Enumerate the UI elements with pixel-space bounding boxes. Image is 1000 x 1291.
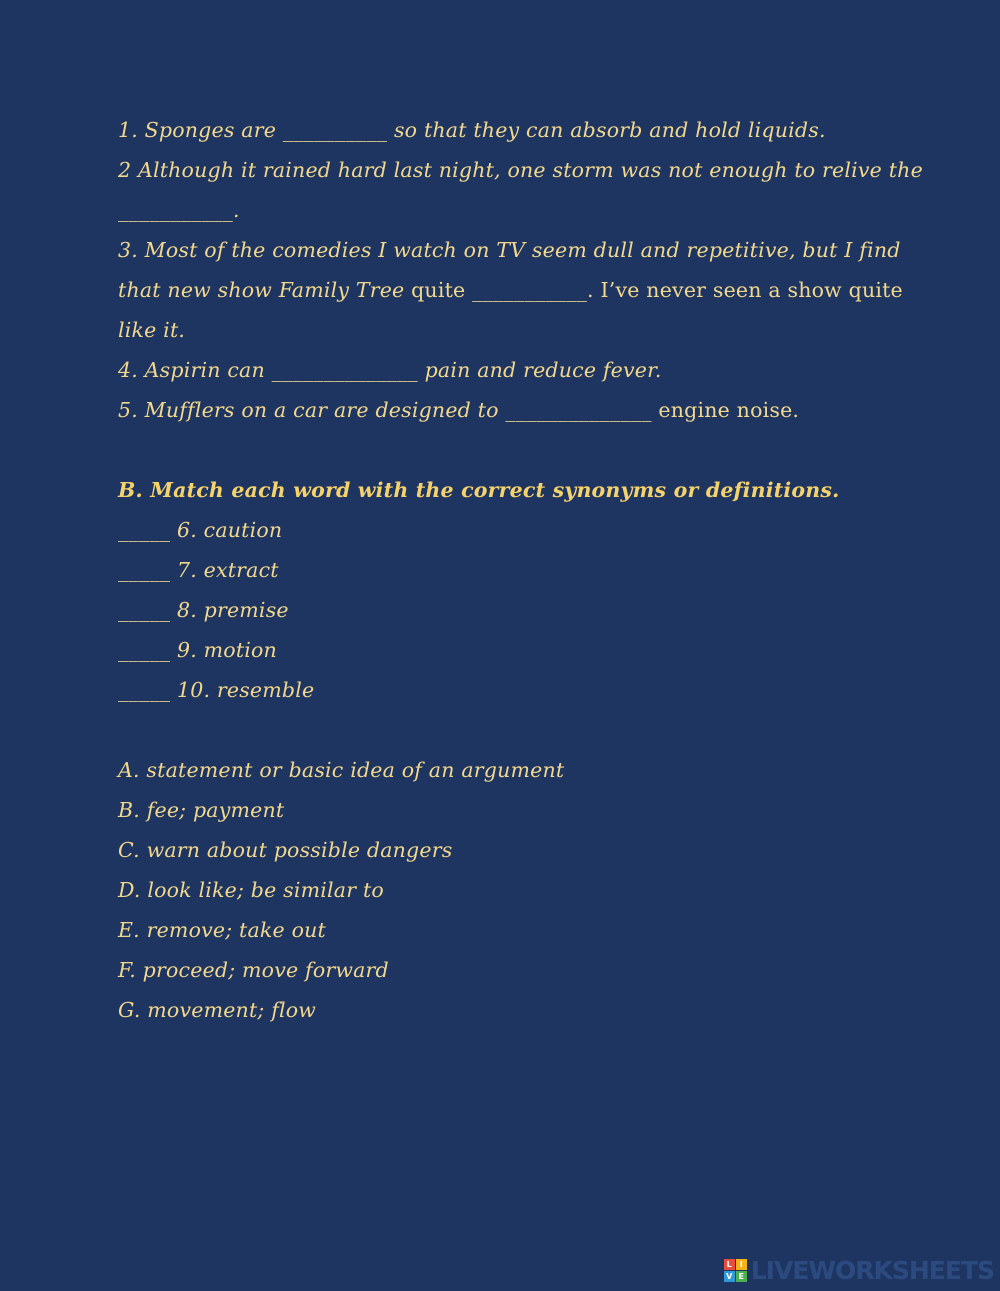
option-b: B. fee; payment (118, 798, 285, 822)
match-item-6: _____ 6. caution (118, 518, 283, 542)
question-3-text-before: that new show (118, 278, 279, 302)
question-3-text-after: quite ___________. I’ve never seen a show quite (404, 278, 903, 302)
section-b-heading: B. Match each word with the correct synonyms or definitions. (118, 478, 840, 502)
question-3-line-2 (118, 270, 918, 310)
logo-letter-v: V (724, 1271, 735, 1282)
question-3-line-1: 3. Most of the comedies I watch on TV seem dull and repetitive, but I find (118, 238, 901, 262)
match-item-7: _____ 7. extract (118, 558, 279, 582)
liveworksheets-logo-icon (724, 1259, 747, 1282)
question-2-line-2: ___________. (118, 198, 240, 222)
question-2-line-1: 2 Although it rained hard last night, one storm was not enough to relive the (118, 158, 923, 182)
question-5-text-before: 5. Mufflers on a car are designed to ______________ (118, 398, 659, 422)
question-1: 1. Sponges are __________ so that they can absorb and hold liquids. (118, 118, 826, 142)
option-f: F. proceed; move forward (118, 958, 389, 982)
liveworksheets-watermark[interactable] (724, 1257, 994, 1283)
question-5 (118, 390, 918, 430)
match-item-10: _____ 10. resemble (118, 678, 315, 702)
option-c: C. warn about possible dangers (118, 838, 453, 862)
logo-letter-i: I (736, 1259, 747, 1270)
option-e: E. remove; take out (118, 918, 326, 942)
question-3-line-3: like it. (118, 318, 186, 342)
question-5-text-after: engine noise. (658, 398, 800, 422)
option-a: A. statement or basic idea of an argument (118, 758, 565, 782)
logo-letter-e: E (736, 1271, 747, 1282)
logo-letter-l: L (724, 1259, 735, 1270)
option-d: D. look like; be similar to (118, 878, 384, 902)
match-item-8: _____ 8. premise (118, 598, 289, 622)
option-g: G. movement; flow (118, 998, 317, 1022)
match-item-9: _____ 9. motion (118, 638, 277, 662)
watermark-text: LIVEWORKSHEETS (750, 1255, 994, 1285)
show-title: Family Tree (278, 278, 405, 302)
question-4: 4. Aspirin can ______________ pain and reduce fever. (118, 358, 662, 382)
